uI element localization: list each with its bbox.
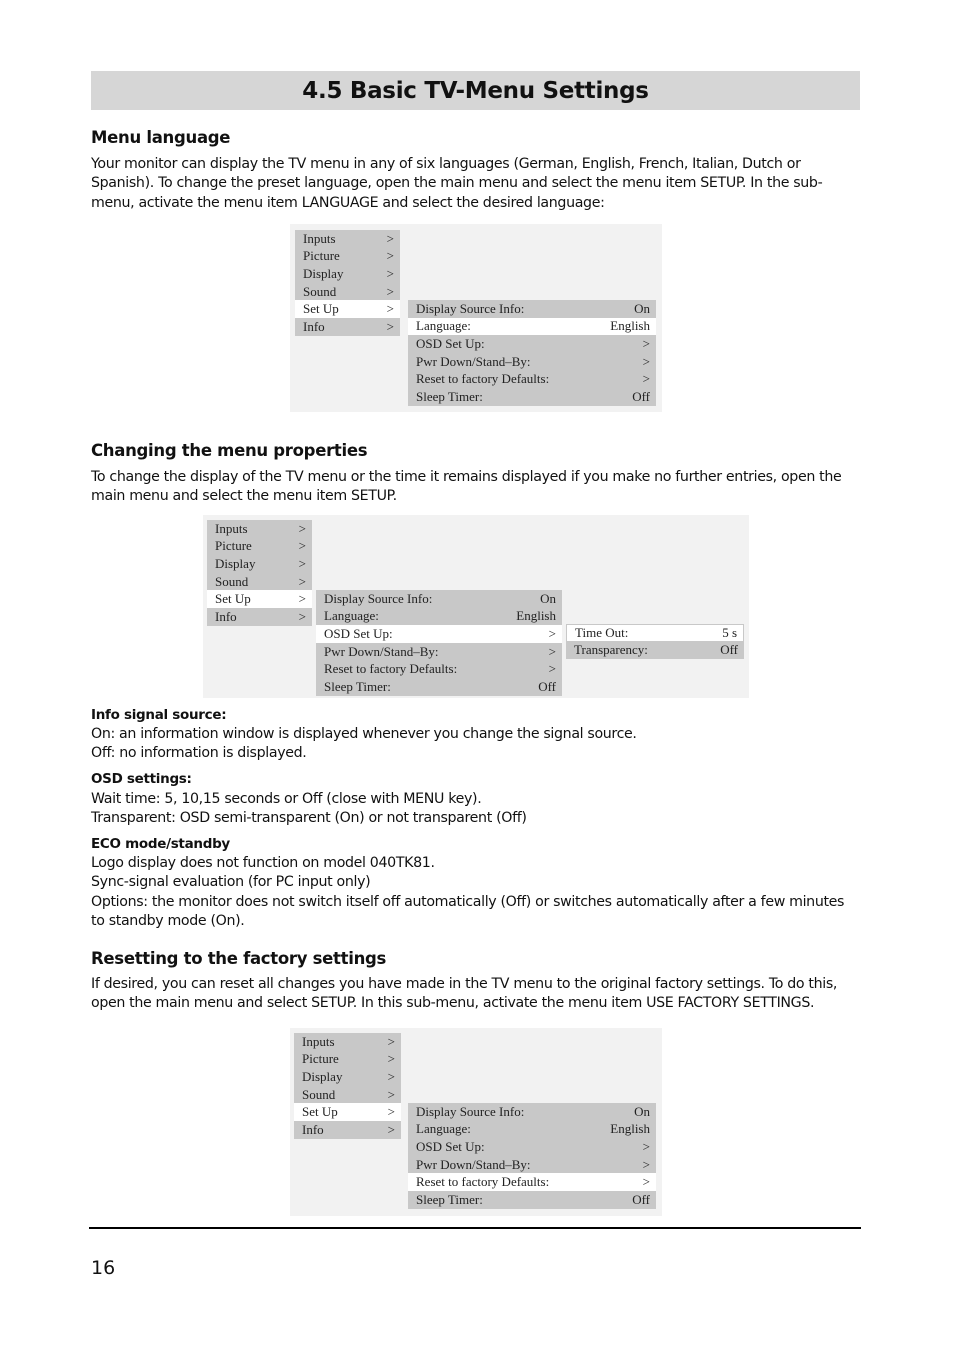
menu-item-value: > bbox=[386, 265, 394, 281]
footer-divider bbox=[89, 1227, 861, 1229]
menu-item-value: > bbox=[386, 301, 394, 317]
main-menu-item-sound bbox=[294, 1086, 401, 1104]
main-menu-item-inputs bbox=[294, 1033, 401, 1051]
menu-item-label: Reset to factory Defaults: bbox=[416, 1174, 550, 1190]
setup-item-reset bbox=[316, 660, 562, 678]
menu-item-label: Set Up bbox=[302, 1104, 338, 1120]
eco-line-2: Sync-signal evaluation (for PC input only) bbox=[91, 874, 371, 890]
menu-item-value: English bbox=[610, 1121, 650, 1137]
setup-item-reset bbox=[408, 1173, 656, 1191]
menu-item-label: Display Source Info: bbox=[416, 300, 525, 316]
main-menu-item-picture bbox=[294, 1051, 401, 1069]
menu-item-label: OSD Set Up: bbox=[416, 335, 485, 351]
setup-item-display-source-info bbox=[316, 590, 562, 608]
main-menu-item-sound bbox=[295, 283, 400, 301]
main-menu-item-info bbox=[294, 1121, 401, 1139]
menu-item-value: Off bbox=[632, 1191, 650, 1207]
menu-item-label: Reset to factory Defaults: bbox=[416, 371, 550, 387]
menu-item-label: Set Up bbox=[303, 301, 339, 317]
setup-item-sleep-timer bbox=[316, 678, 562, 696]
main-menu-item-sound bbox=[207, 573, 312, 591]
main-menu-item-display bbox=[294, 1068, 401, 1086]
menu-item-label: Info bbox=[215, 608, 237, 624]
menu-item-label: Pwr Down/Stand–By: bbox=[416, 353, 531, 369]
osd-menu bbox=[566, 624, 744, 659]
menu-item-label: Sleep Timer: bbox=[416, 388, 483, 404]
menu-item-value: > bbox=[387, 1121, 395, 1137]
label-eco-mode: ECO mode/standby bbox=[91, 836, 230, 852]
menu-item-label: Display bbox=[302, 1068, 343, 1084]
menu-item-label: Time Out: bbox=[575, 624, 629, 640]
setup-item-pwr-down bbox=[408, 1156, 656, 1174]
menu-item-value: Off bbox=[720, 642, 738, 658]
menu-item-value: > bbox=[548, 643, 556, 659]
menu-item-label: Picture bbox=[215, 538, 252, 554]
menu-item-value: On bbox=[540, 590, 556, 606]
menu-item-label: Inputs bbox=[303, 230, 336, 246]
menu-item-value: English bbox=[610, 318, 650, 334]
setup-item-language bbox=[408, 1121, 656, 1139]
eco-line-1: Logo display does not function on model 040TK81. bbox=[91, 855, 435, 871]
label-info-signal: Info signal source: bbox=[91, 707, 227, 723]
main-menu-item-info bbox=[207, 608, 312, 626]
heading-menu-language: Menu language bbox=[91, 128, 231, 147]
main-menu-item-display bbox=[207, 555, 312, 573]
menu-item-value: Off bbox=[632, 388, 650, 404]
main-menu-item-setup bbox=[295, 300, 400, 318]
title-bar bbox=[91, 71, 860, 110]
menu-item-label: Sound bbox=[302, 1086, 336, 1102]
menu-item-value: > bbox=[387, 1051, 395, 1067]
menu-item-value: On bbox=[634, 300, 650, 316]
menu-item-label: Info bbox=[302, 1121, 324, 1137]
menu-screenshot-reset bbox=[290, 1028, 662, 1216]
menu-item-label: Sound bbox=[303, 283, 337, 299]
menu-item-value: > bbox=[298, 555, 306, 571]
setup-item-display-source-info bbox=[408, 1103, 656, 1121]
menu-item-value: > bbox=[642, 1138, 650, 1154]
main-menu-item-setup bbox=[207, 590, 312, 608]
menu-item-value: > bbox=[386, 248, 394, 264]
main-menu-item-inputs bbox=[207, 520, 312, 538]
menu-item-value: 5 s bbox=[722, 624, 737, 640]
menu-item-label: Display Source Info: bbox=[324, 590, 433, 606]
menu-item-label: Set Up bbox=[215, 591, 251, 607]
menu-item-value: > bbox=[298, 591, 306, 607]
menu-item-value: > bbox=[642, 353, 650, 369]
menu-item-label: Sound bbox=[215, 573, 249, 589]
menu-item-value: > bbox=[642, 371, 650, 387]
menu-item-label: Pwr Down/Stand–By: bbox=[324, 643, 439, 659]
main-menu-item-picture bbox=[295, 248, 400, 266]
menu-item-value: > bbox=[642, 1174, 650, 1190]
menu-item-value: > bbox=[298, 538, 306, 554]
menu-item-value: > bbox=[387, 1104, 395, 1120]
setup-menu bbox=[408, 1103, 656, 1209]
menu-item-label: Inputs bbox=[215, 520, 248, 536]
menu-item-label: Reset to factory Defaults: bbox=[324, 661, 458, 677]
menu-item-label: Display Source Info: bbox=[416, 1103, 525, 1119]
menu-item-label: Language: bbox=[324, 608, 379, 624]
osd-line-1: Wait time: 5, 10,15 seconds or Off (close with MENU key). bbox=[91, 791, 482, 807]
setup-item-osd-setup bbox=[316, 625, 562, 643]
menu-item-value: English bbox=[516, 608, 556, 624]
menu-item-label: Language: bbox=[416, 318, 471, 334]
paragraph-reset: If desired, you can reset all changes you have made in the TV menu to the original factory settings. To do this, open the main menu and select SETUP. In this sub-menu, activate the menu item USE FACTORY SETTINGS. bbox=[91, 976, 838, 1012]
main-menu-item-display bbox=[295, 265, 400, 283]
setup-item-language bbox=[316, 608, 562, 626]
page-number: 16 bbox=[91, 1257, 116, 1279]
setup-menu bbox=[408, 300, 656, 406]
menu-item-label: Inputs bbox=[302, 1033, 335, 1049]
setup-item-osd-setup bbox=[408, 1138, 656, 1156]
setup-item-pwr-down bbox=[408, 353, 656, 371]
menu-item-value: > bbox=[387, 1068, 395, 1084]
menu-item-value: > bbox=[386, 283, 394, 299]
menu-item-label: Picture bbox=[303, 248, 340, 264]
setup-item-language bbox=[408, 318, 656, 336]
osd-item-time-out bbox=[566, 624, 744, 642]
setup-item-sleep-timer bbox=[408, 1191, 656, 1209]
menu-item-label: Pwr Down/Stand–By: bbox=[416, 1156, 531, 1172]
main-menu-item-inputs bbox=[295, 230, 400, 248]
menu-item-value: > bbox=[387, 1086, 395, 1102]
menu-item-value: Off bbox=[538, 678, 556, 694]
menu-item-value: > bbox=[298, 608, 306, 624]
menu-item-label: Display bbox=[215, 555, 256, 571]
main-menu bbox=[294, 1033, 401, 1139]
menu-item-label: Picture bbox=[302, 1051, 339, 1067]
setup-menu bbox=[316, 590, 562, 696]
menu-item-label: OSD Set Up: bbox=[324, 625, 393, 641]
label-osd-settings: OSD settings: bbox=[91, 771, 192, 787]
heading-reset: Resetting to the factory settings bbox=[91, 949, 387, 968]
menu-screenshot-language bbox=[290, 224, 662, 412]
menu-item-value: > bbox=[548, 661, 556, 677]
menu-item-value: > bbox=[387, 1033, 395, 1049]
info-signal-line-2: Off: no information is displayed. bbox=[91, 745, 307, 761]
main-menu-item-setup bbox=[294, 1103, 401, 1121]
main-menu-item-picture bbox=[207, 538, 312, 556]
menu-item-value: > bbox=[298, 520, 306, 536]
setup-item-display-source-info bbox=[408, 300, 656, 318]
menu-item-value: > bbox=[548, 625, 556, 641]
info-signal-line-1: On: an information window is displayed whenever you change the signal source. bbox=[91, 726, 637, 742]
menu-item-label: Transparency: bbox=[574, 642, 648, 658]
main-menu bbox=[295, 230, 400, 336]
osd-line-2: Transparent: OSD semi-transparent (On) or not transparent (Off) bbox=[91, 810, 527, 826]
eco-line-3: Options: the monitor does not switch itself off automatically (Off) or switches automatically after a few minutes to standby mode (On). bbox=[91, 894, 845, 930]
menu-item-value: > bbox=[642, 1156, 650, 1172]
paragraph-menu-language: Your monitor can display the TV menu in any of six languages (German, English, French, Italian, Dutch or Spanish). To change the preset language, open the main menu and select the menu item SETUP. In the sub-menu, activate the menu item LANGUAGE and select the desired language: bbox=[91, 156, 823, 211]
main-menu bbox=[207, 520, 312, 626]
setup-item-sleep-timer bbox=[408, 388, 656, 406]
heading-menu-properties: Changing the menu properties bbox=[91, 441, 368, 460]
menu-item-label: Sleep Timer: bbox=[416, 1191, 483, 1207]
setup-item-pwr-down bbox=[316, 643, 562, 661]
menu-item-value: > bbox=[298, 573, 306, 589]
menu-item-label: Sleep Timer: bbox=[324, 678, 391, 694]
page-title: 4.5 Basic TV-Menu Settings bbox=[302, 77, 649, 104]
menu-item-label: Display bbox=[303, 265, 344, 281]
menu-item-value: > bbox=[386, 230, 394, 246]
osd-item-transparency bbox=[566, 642, 744, 660]
setup-item-osd-setup bbox=[408, 335, 656, 353]
main-menu-item-info bbox=[295, 318, 400, 336]
menu-item-value: > bbox=[642, 335, 650, 351]
paragraph-menu-properties: To change the display of the TV menu or the time it remains displayed if you make no further entries, open the main menu and select the menu item SETUP. bbox=[91, 469, 842, 505]
menu-item-label: Info bbox=[303, 318, 325, 334]
setup-item-reset bbox=[408, 370, 656, 388]
menu-item-label: OSD Set Up: bbox=[416, 1138, 485, 1154]
menu-item-label: Language: bbox=[416, 1121, 471, 1137]
menu-item-value: > bbox=[386, 318, 394, 334]
menu-screenshot-properties bbox=[203, 515, 749, 698]
menu-item-value: On bbox=[634, 1103, 650, 1119]
